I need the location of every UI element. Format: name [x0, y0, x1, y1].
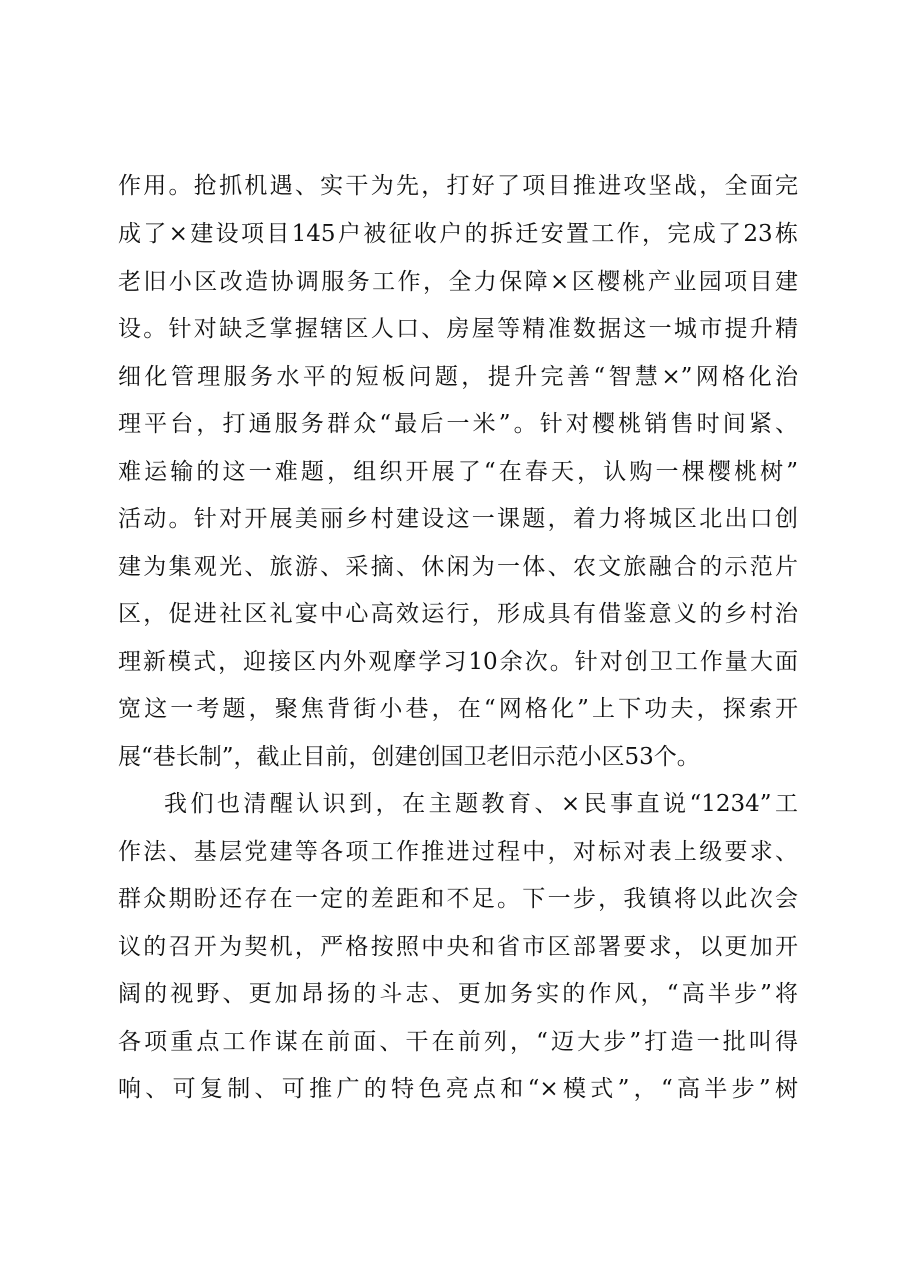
- text-line: 作用。抢抓机遇、实干为先，打好了项目推进攻坚战，全面完: [118, 173, 798, 199]
- text-line: 设。针对缺乏掌握辖区人口、房屋等精准数据这一城市提升精: [118, 316, 798, 342]
- text-line: 难运输的这一难题，组织开展了“在春天，认购一棵樱桃树”: [118, 459, 798, 485]
- text-line: 理平台，打通服务群众“最后一米”。针对樱桃销售时间紧、: [118, 411, 798, 437]
- text-line: 议的召开为契机，严格按照中央和省市区部署要求，以更加开: [118, 934, 798, 960]
- text-line: 老旧小区改造协调服务工作，全力保障×区樱桃产业园项目建: [118, 269, 798, 295]
- text-line: 区，促进社区礼宴中心高效运行，形成具有借鉴意义的乡村治: [118, 601, 798, 627]
- text-line: 展“巷长制”，截止目前，创建创国卫老旧示范小区53个。: [118, 744, 700, 770]
- text-line: 群众期盼还存在一定的差距和不足。下一步，我镇将以此次会: [118, 886, 798, 912]
- text-line: 建为集观光、旅游、采摘、休闲为一体、农文旅融合的示范片: [118, 554, 798, 580]
- text-line: 活动。针对开展美丽乡村建设这一课题，着力将城区北出口创: [118, 506, 798, 532]
- text-line: 成了×建设项目145户被征收户的拆迁安置工作，完成了23栋: [118, 221, 798, 247]
- text-line: 响、可复制、可推广的特色亮点和“×模式”，“高半步”树: [118, 1076, 798, 1102]
- text-line: 宽这一考题，聚焦背街小巷，在“网格化”上下功夫，探索开: [118, 696, 798, 722]
- text-line: 各项重点工作谋在前面、干在前列，“迈大步”打造一批叫得: [118, 1029, 798, 1055]
- text-line: 作法、基层党建等各项工作推进过程中，对标对表上级要求、: [118, 839, 798, 865]
- text-line: 我们也清醒认识到，在主题教育、×民事直说“1234”工: [164, 791, 798, 817]
- text-line: 细化管理服务水平的短板问题，提升完善“智慧×”网格化治: [118, 364, 798, 390]
- text-line: 阔的视野、更加昂扬的斗志、更加务实的作风，“高半步”将: [118, 981, 798, 1007]
- text-line: 理新模式，迎接区内外观摩学习10余次。针对创卫工作量大面: [118, 649, 798, 675]
